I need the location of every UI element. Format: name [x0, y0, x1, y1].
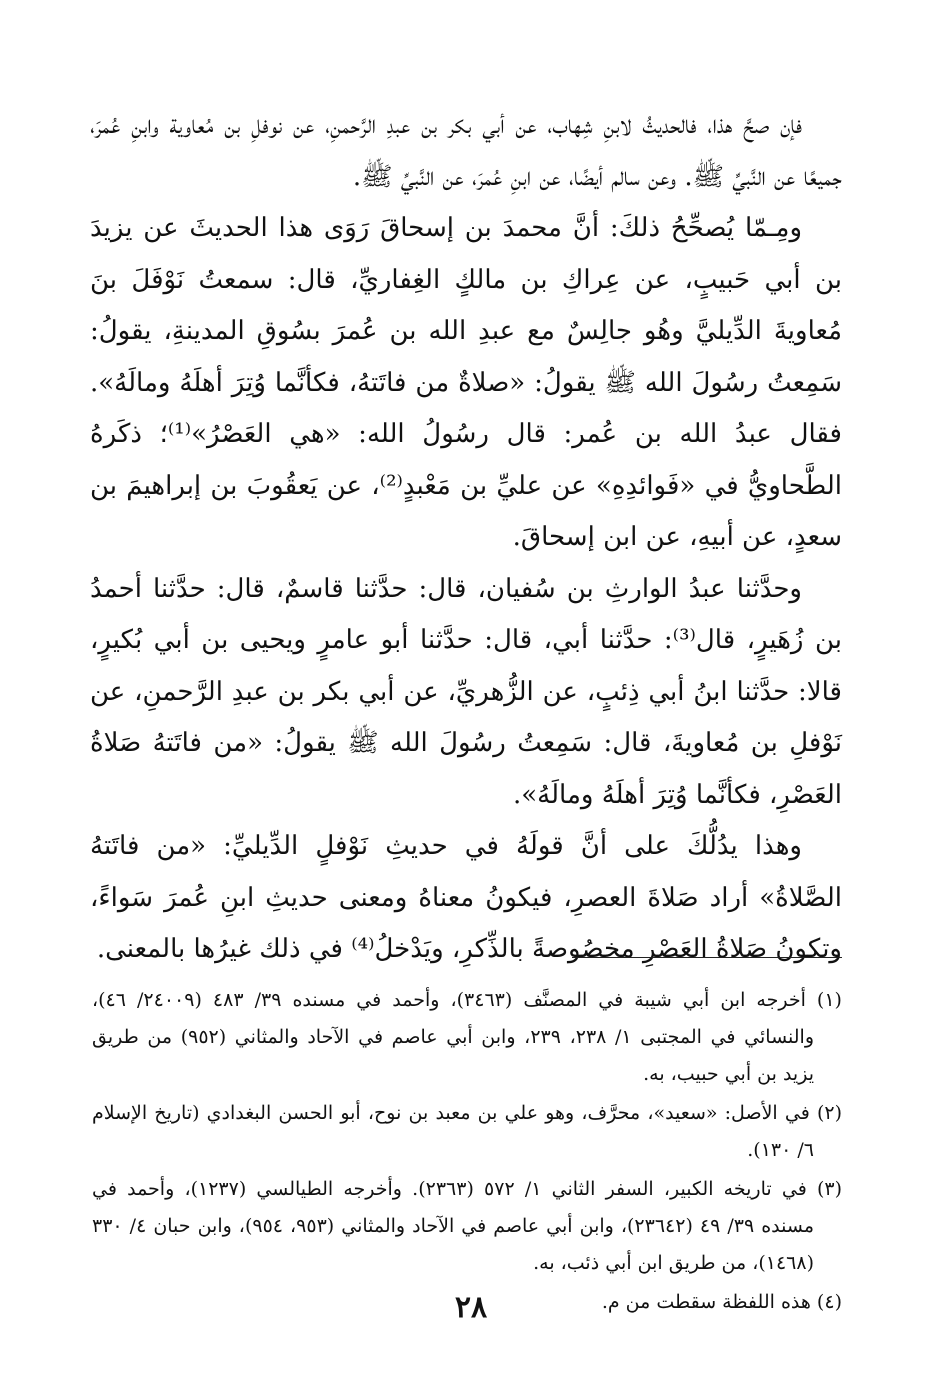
- footnote-separator: [572, 957, 842, 958]
- footnote-1: (١) أخرجه ابن أبي شيبة في المصنَّف (٣٤٦٣)، وأحمد في مسنده ٣٩/ ٤٨٣ (٢٤٠٠٩/ ٤٦)، والنسائي في المجتبى ١/ ٢٣٨، ٢٣٩، وابن أبي عاصم في الآحاد والمثاني (٩٥٢) من طريق يزيد بن أبي حبيب، به.: [92, 989, 842, 1085]
- footnote-2: (٢) في الأصل: «سعيد»، محرَّف، وهو علي بن معبد بن نوح، أبو الحسن البغدادي (تاريخ الإسلام ٦/ ١٣٠).: [92, 1102, 842, 1161]
- body-paragraph-1: فإن صحَّ هذا، فالحديثُ لابنِ شِهاب، عن أبي بكر بن عبدِ الرَّحمنِ، عن نوفلِ بن مُعاوية وابنِ عُمرَ، جميعًا عن النَّبيِّ ﷺ. وعن سالم أيضًا، عن ابنِ عُمرَ، عن النَّبيِّ ﷺ.: [90, 110, 842, 192]
- main-text: [90, 100, 842, 976]
- body-paragraph-4: وهذا يدُلُّكَ على أنَّ قولَهُ في حديثِ نَوْفلٍ الدِّيليِّ: «من فاتَتهُ الصَّلاةُ» أراد صَلاةَ العصرِ، فيكونُ معناهُ ومعنى حديثِ ابنِ عُمرَ سَواءً، وتكونُ صَلاةُ العَصْرِ مخصُوصةً بالذِّكرِ، ويَدْخلُ⁽⁴⁾ في ذلك غيرُها بالمعنى.: [90, 831, 842, 964]
- footnote-3: (٣) في تاريخه الكبير، السفر الثاني ١/ ٥٧٢ (٢٣٦٣). وأخرجه الطيالسي (١٢٣٧)، وأحمد في مسنده ٣٩/ ٤٩ (٢٣٦٤٢)، وابن أبي عاصم في الآحاد والمثاني (٩٥٣، ٩٥٤)، وابن حبان ٤/ ٣٣٠ (١٤٦٨)، من طريق ابن أبي ذئب، به.: [92, 1178, 843, 1274]
- footnote-4: (٤) هذه اللفظة سقطت من م.: [601, 1291, 842, 1313]
- body-paragraph-2: ومِـمّا يُصحِّحُ ذلكَ: أنَّ محمدَ بن إسحاقَ رَوَى هذا الحديثَ عن يزيدَ بن أبي حَبيبٍ، عن عِراكِ بن مالكٍ الغِفاريِّ، قال: سمعتُ نَوْفَلَ بنَ مُعاويةَ الدِّيليَّ وهُو جالِسٌ مع عبدِ الله بن عُمرَ بسُوقِ المدينةِ، يقولُ: سَمِعتُ رسُولَ الله ﷺ يقولُ: «صلاةٌ من فاتَتهُ، فكأنَّما وُتِرَ أهلَهُ ومالَهُ». فقال عبدُ الله بن عُمر: قال رسُولُ الله: «هي العَصْرُ»⁽¹⁾؛ ذكَرهُ الطَّحاويُّ في «فَوائدِهِ» عن عليِّ بن مَعْبدٍ⁽²⁾، عن يَعقُوبَ بن إبراهيمَ بن سعدٍ، عن أبيهِ، عن ابن إسحاقَ.: [90, 213, 842, 552]
- page-number: ٢٨: [454, 1290, 488, 1325]
- body-paragraph-3: وحدَّثنا عبدُ الوارثِ بن سُفيان، قال: حدَّثنا قاسمٌ، قال: حدَّثنا أحمدُ بن زُهَيرٍ، قال⁽³⁾: حدَّثنا أبي، قال: حدَّثنا أبو عامرٍ ويحيى بن أبي بُكيرٍ، قالا: حدَّثنا ابنُ أبي ذِئبٍ، عن الزُّهريِّ، عن أبي بكر بن عبدِ الرَّحمنِ، عن نَوْفلِ بن مُعاويةَ، قال: سَمِعتُ رسُولَ الله ﷺ يقولُ: «من فاتَتهُ صَلاةُ العَصْرِ، فكأنَّما وُتِرَ أهلَهُ ومالَهُ».: [90, 573, 842, 810]
- footnotes: [92, 982, 842, 1323]
